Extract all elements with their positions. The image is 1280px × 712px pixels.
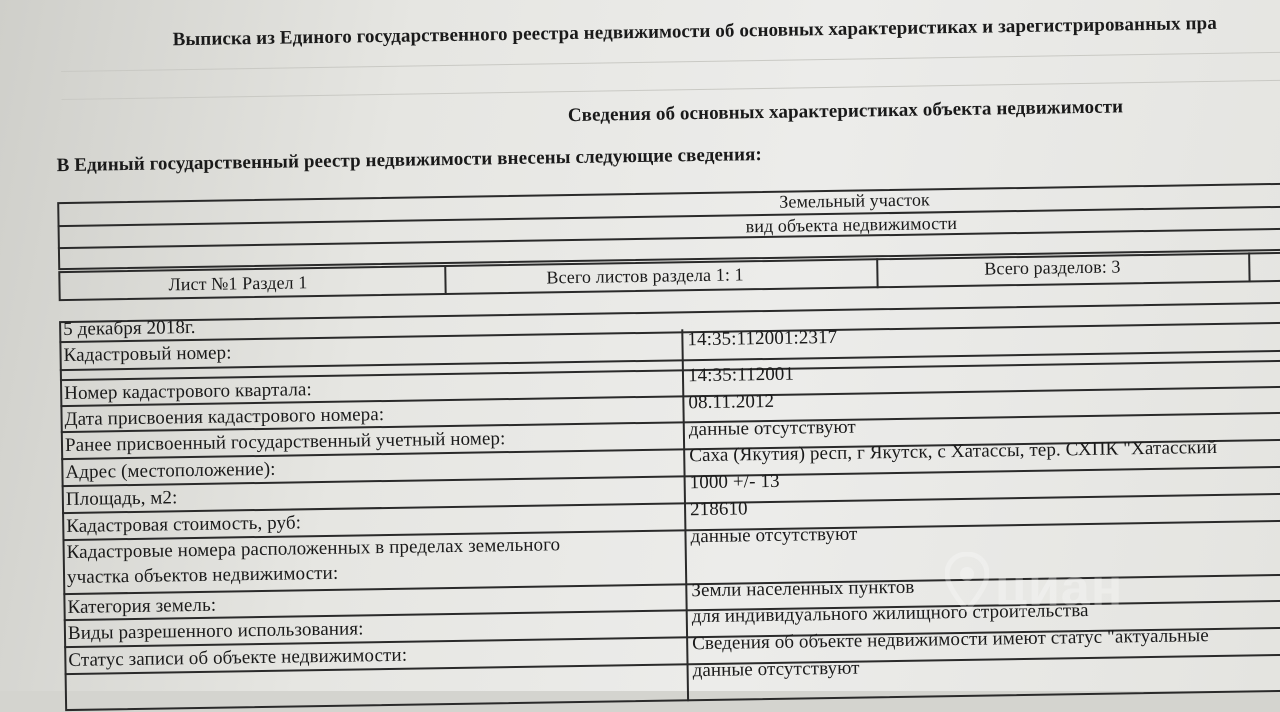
cadastral-number-value: 14:35:112001:2317 — [687, 326, 838, 351]
previous-number-value: данные отсутствуют — [688, 416, 856, 441]
row-label: Площадь, м2: — [65, 487, 178, 511]
faint-line — [61, 52, 1280, 72]
record-status-value: Сведения об объекте недвижимости имеют статус "актуальные — [692, 625, 1209, 655]
land-category-value: Земли населенных пунктов — [691, 576, 915, 602]
cadastral-cost-value: 218610 — [689, 498, 748, 521]
row-label: Дата присвоения кадастрового номера: — [64, 404, 385, 431]
row-label: Кадастровая стоимость, руб: — [66, 512, 302, 538]
extract-title: Выписка из Единого государственного реестра недвижимости об основных характеристиках и зарегистрированных пра — [172, 12, 1218, 51]
row-label-continued: участка объектов недвижимости: — [66, 562, 339, 589]
cadastral-quarter-value: 14:35:112001 — [687, 363, 795, 387]
area-value: 1000 +/- 13 — [689, 470, 780, 494]
total-sheets: Всего листов раздела 1: 1 — [546, 264, 744, 288]
address-value: Саха (Якутия) респ, г Якутск, с Хатассы, тер. СХПК "Хатасский — [689, 436, 1218, 467]
row-label: Виды разрешенного использования: — [67, 618, 364, 645]
extract-date: 5 декабря 2018г. — [63, 316, 196, 341]
extra-value: данные отсутствуют — [692, 657, 860, 682]
total-sections: Всего разделов: 3 — [984, 256, 1121, 279]
object-type-caption: вид объекта недвижимости — [745, 212, 958, 237]
intro-text: В Единый государственный реестр недвижимости внесены следующие сведения: — [56, 144, 763, 177]
row-label: Номер кадастрового квартала: — [64, 379, 313, 405]
row-label: Статус записи об объекте недвижимости: — [68, 644, 408, 672]
row-label: Ранее присвоенный государственный учетный номер: — [64, 428, 506, 457]
row-label: Кадастровый номер: — [63, 342, 232, 367]
row-label: Кадастровые номера расположенных в пределах земельного — [66, 534, 561, 564]
sheet-number: Лист №1 Раздел 1 — [168, 272, 308, 295]
assignment-date-value: 08.11.2012 — [688, 390, 775, 414]
divider — [876, 258, 878, 288]
permitted-use-value: для индивидуального жилищного строительства — [691, 599, 1089, 628]
located-objects-value: данные отсутствуют — [690, 523, 858, 548]
object-type: Земельный участок — [779, 189, 930, 212]
row-label: Категория земель: — [67, 594, 217, 619]
row-label: Адрес (местоположение): — [65, 458, 276, 484]
watermark-text: циан — [995, 559, 1124, 617]
section-title: Сведения об основных характеристиках объекта недвижимости — [567, 96, 1124, 127]
